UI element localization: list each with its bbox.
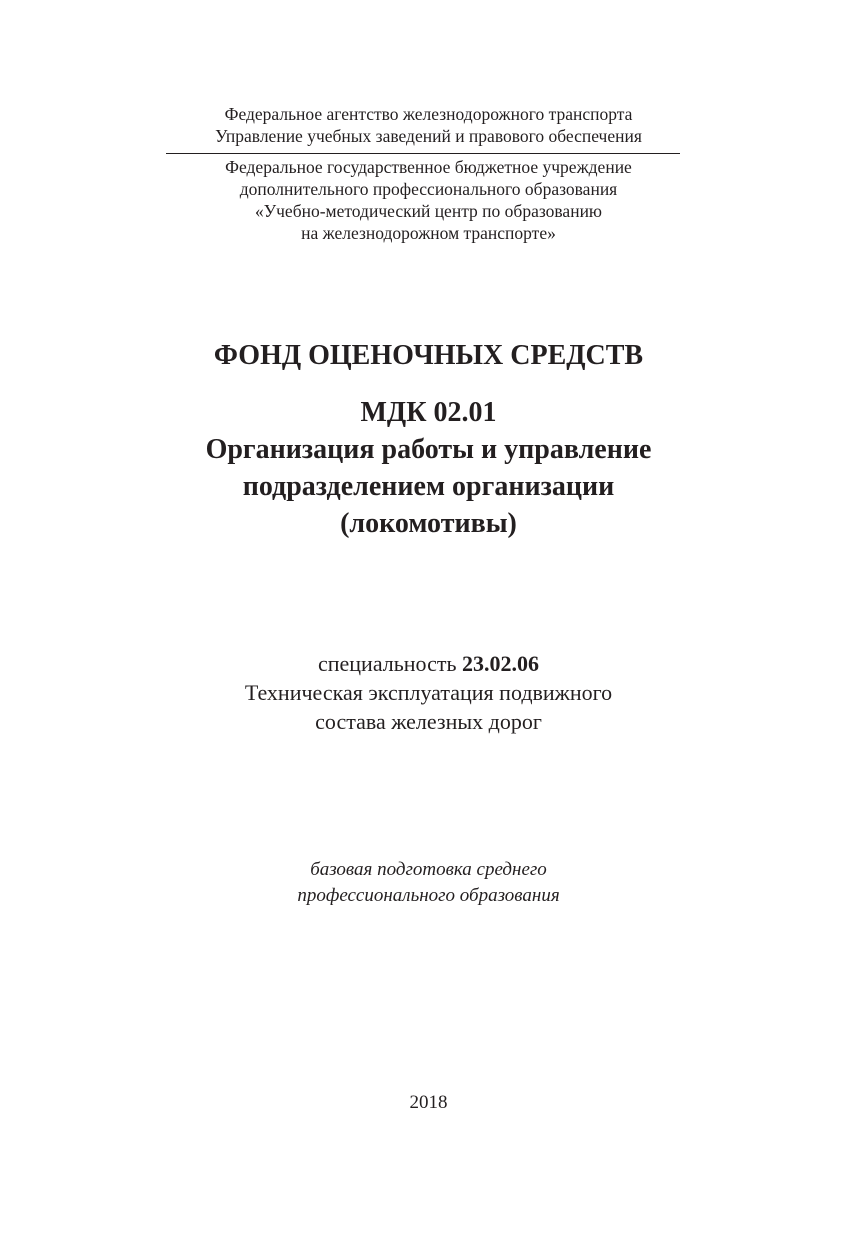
year-text: 2018 bbox=[409, 1092, 448, 1113]
course-code: МДК 02.01 bbox=[360, 397, 497, 428]
specialty-section bbox=[0, 649, 857, 736]
course-name-line-2: подразделением организации bbox=[242, 471, 615, 502]
specialty-line bbox=[0, 649, 857, 678]
institution-line-4: на железнодорожном транспорте» bbox=[301, 223, 556, 243]
agency-name: Федеральное агентство железнодорожного транспорта bbox=[224, 104, 633, 124]
specialty-name-line-2: состава железных дорог bbox=[315, 709, 542, 734]
specialty-name-line-1: Техническая эксплуатация подвижного bbox=[244, 680, 613, 705]
education-level bbox=[0, 857, 857, 909]
document-title-text: ФОНД ОЦЕНОЧНЫХ СРЕДСТВ bbox=[213, 340, 644, 371]
department-name: Управление учебных заведений и правового обеспечения bbox=[215, 126, 642, 146]
specialty-label: специальность bbox=[317, 651, 457, 676]
institution-header bbox=[0, 156, 857, 244]
document-title bbox=[0, 338, 857, 374]
header-divider bbox=[166, 153, 680, 154]
agency-header bbox=[0, 103, 857, 147]
institution-line-2: дополнительного профессионального образования bbox=[239, 179, 618, 199]
education-level-line-1: базовая подготовка среднего bbox=[310, 859, 547, 880]
course-name-line-1: Организация работы и управление bbox=[205, 434, 652, 465]
publication-year bbox=[0, 1091, 857, 1115]
institution-line-3: «Учебно-методический центр по образованию bbox=[254, 201, 603, 221]
specialty-code: 23.02.06 bbox=[462, 651, 540, 676]
course-title bbox=[0, 394, 857, 542]
institution-line-1: Федеральное государственное бюджетное учреждение bbox=[225, 157, 632, 177]
course-name-line-3: (локомотивы) bbox=[340, 508, 517, 539]
education-level-line-2: профессионального образования bbox=[297, 885, 560, 906]
